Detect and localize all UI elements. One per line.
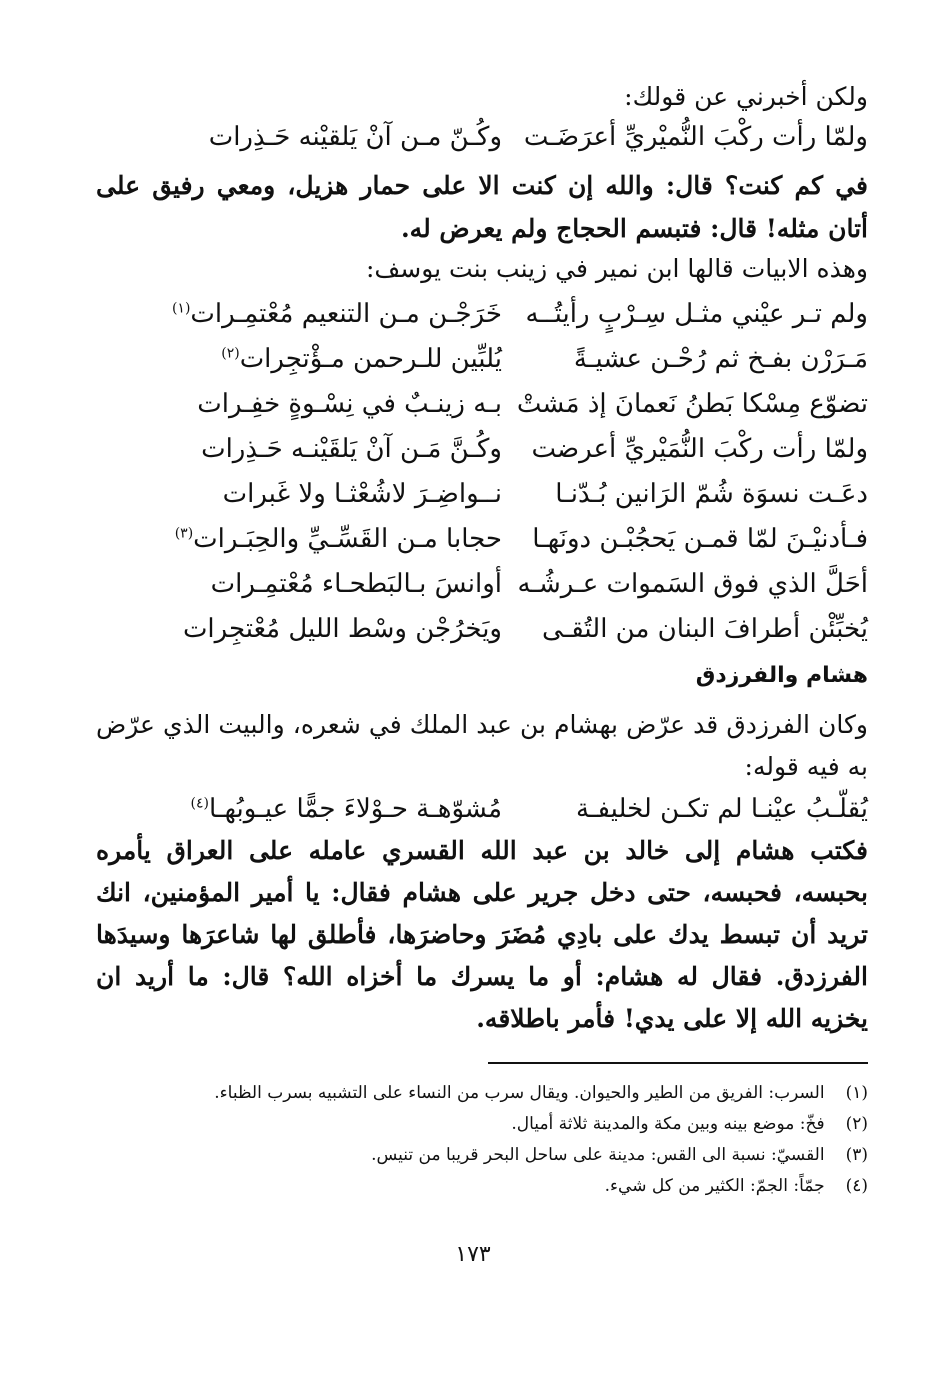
verse-left-text: وكُـنَّ مَـن آنْ يَلقَيْنـه حَـذِرات [201, 434, 502, 464]
footnote [96, 1140, 868, 1171]
verse-right-hemistich: ولمّا رأت ركْبَ النُّمَيْريِّ أعرضت [531, 434, 868, 464]
page-body [96, 78, 868, 1314]
footnote-text: السرب: الفريق من الطير والحيوان. ويقال سرب من النساء على التشبيه بسرب الظباء. [214, 1083, 825, 1103]
footnote-number: (١) [845, 1083, 868, 1103]
section-heading: هشام والفرزدق [695, 663, 868, 688]
verse-right-hemistich: ولم تـر عيْني مثـل سِـرْبٍ رأيتُــه [525, 299, 868, 329]
page-number: ١٧٣ [455, 1242, 491, 1267]
verse-left-text: أوانسَ بـالبَطحـاء مُعْتمِـرات [210, 569, 502, 599]
footnotes [96, 1078, 868, 1202]
verse-right-hemistich: مَـرَرْن بفـخ ثم رُحْـن عشيـةً [573, 344, 868, 374]
verse-left-hemistich: وكُـنّ مـن آنْ يَلقيْنه حَـذِرات [208, 122, 502, 152]
verse-right-hemistich: ولمّا رأت ركْبَ النُّميْريِّ أعرَضَـت [523, 122, 868, 152]
verse-line [96, 788, 868, 830]
footnote-number: (٣) [845, 1145, 868, 1165]
verse-left-hemistich [96, 607, 538, 652]
footnote-text: فخّ: موضع بينه وبين مكة والمدينة ثلاثة أميال. [511, 1114, 825, 1134]
verse-left-hemistich [96, 517, 538, 562]
verse-right-hemistich: أحَلَّ الذي فوق السَموات عـرشُـه [517, 569, 868, 599]
verse-left-text: يُلبِّين للـرحمن مـؤْتجِرات [239, 344, 502, 374]
footnote-text: القسيّ: نسبة الى القس: مدينة على ساحل البحر قريبا من تنيس. [371, 1145, 825, 1165]
verse-left-text: خَرَجْـن مـن التنعيم مُعْتمِـرات [190, 299, 502, 329]
verse-left-hemistich [96, 292, 538, 337]
verse-left-text: حجابا مـن القَسِّـيِّ والحِبَـرات [193, 524, 502, 554]
footnote-ref: (١) [171, 300, 191, 317]
intro-line: ولكن أخبرني عن قولك: [624, 82, 868, 111]
footnote-ref: (٤) [190, 795, 210, 812]
poem-intro-line: وهذه الابيات قالها ابن نمير في زينب بنت يوسف: [365, 254, 868, 283]
verse-left-text: نــواضِـرَ لاشُعْثـا ولا غَبرات [222, 479, 502, 509]
paragraph: فكتب هشام إلى خالد بن عبد الله القسري عامله على العراق يأمره بحبسه، فحبسه، حتى دخل جرير على هشام فقال: يا أمير المؤمنين، انك تريد أن تبسط يدك على بادِي مُضَرَ وحاضرَها، فأطلق لها شاعرَها وسيدَها الفرزدق. فقال له هشام: أو ما يسرك ما أخزاه الله؟ قال: ما أريد ان يخزيه الله إلا على يدي! فأمر باطلاقه. [96, 836, 868, 1033]
verse-right-hemistich: تضوّع مِسْكا بَطنُ نَعمانَ إذ مَشتْ [516, 389, 868, 419]
poem-verse [96, 472, 868, 517]
footnote [96, 1171, 868, 1202]
verse-left-text: ويَخرُجْن وسْط الليل مُعْتجِرات [182, 614, 502, 644]
verse-left-hemistich [96, 382, 538, 427]
verse-right-hemistich: فـأدنيْـنَ لمّا قمـن يَحجُبْـن دونَهـا [532, 524, 868, 554]
poem-verse [96, 607, 868, 652]
verse-left-hemistich [96, 788, 538, 830]
verse-left-hemistich [96, 427, 538, 472]
footnote [96, 1109, 868, 1140]
verse-line [96, 116, 868, 158]
verse-left-hemistich [96, 472, 538, 517]
verse-left-hemistich [96, 337, 538, 382]
poem-verse [96, 562, 868, 607]
poem-verse [96, 337, 868, 382]
poem-verse [96, 427, 868, 472]
footnote-number: (٢) [845, 1114, 868, 1134]
paragraph: في كم كنت؟ قال: والله إن كنت الا على حمار هزيل، ومعي رفيق على أتان مثله! قال: فتبسم الحجاج ولم يعرض له. [96, 171, 868, 243]
poem-verse [96, 382, 868, 427]
verse-right-hemistich: دعَـت نسوَة شُمّ الرَانين بُـدّنـا [555, 479, 868, 509]
verse-left-hemistich [96, 562, 538, 607]
poem-verse [96, 292, 868, 337]
footnote-ref: (٢) [221, 345, 240, 362]
verse-right-hemistich: يُقلّـبُ عيْنـا لم تكـن لخليفـة [575, 794, 868, 824]
footnote-text: جمّاً: الجمّ: الكثير من كل شيء. [604, 1176, 825, 1196]
paragraph: وكان الفرزدق قد عرّض بهشام بن عبد الملك في شعره، والبيت الذي عرّض به فيه قوله: [96, 710, 868, 781]
poem-verse [96, 517, 868, 562]
footnote-divider [488, 1062, 868, 1064]
footnote-number: (٤) [845, 1176, 868, 1196]
verse-right-hemistich: يُخبِّئْن أطرافَ البنان من التُقـى [541, 614, 868, 644]
verse-left-text: بـه زينـبٌ في نِسْـوةٍ خفِـرات [197, 389, 502, 419]
footnote [96, 1078, 868, 1109]
poem [96, 292, 868, 652]
verse-left-text: مُشوّهـة حـوْلاءَ جمًّا عيـوبُهـا [209, 794, 502, 824]
footnote-ref: (٣) [174, 525, 194, 542]
